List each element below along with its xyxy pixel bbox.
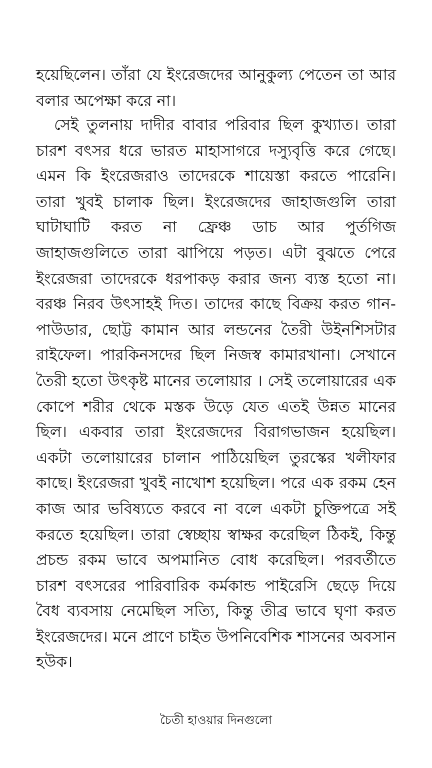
paragraph-1: হয়েছিলেন। তাঁরা যে ইংরেজদের আনুকুল্য পেতেন তা আর বলার অপেক্ষা করে না। [36, 66, 396, 110]
book-title-footer: চৈতী হাওয়ার দিনগুলো [160, 713, 272, 727]
page-text-paragraph-1 [36, 63, 396, 114]
paragraph-2: সেই তুলনায় দাদীর বাবার পরিবার ছিল কুখ্যাত। তারা চারশ বৎসর ধরে ভারত মাহাসাগরে দস্যুবৃত্তি করে গেছে। এমন কি ইংরেজরাও তাদেরকে শায়েস্তা করতে পারেনি। তারা খুবই চালাক ছিল। ইংরেজদের জাহাজগুলি তারা ঘাটাঘাটি করত না ফ্রেঞ্চ ডাচ আর পুর্তগিজ জাহাজগুলিতে তারা ঝাপিয়ে পড়ত। এটা বুঝতে পেরে ইংরেজরা তাদেরকে ধরপাকড় করার জন্য ব্যস্ত হতো না। বরঞ্চ নিরব উৎসাহই দিত। তাদের কাছে বিক্রয় করত গান-পাউডার, ছোট্ট কামান আর লন্ডনের তৈরী উইনশিসটার রাইফেল। পারকিনসদের ছিল নিজস্ব কামারখানা। সেখানে তৈরী হতো উৎকৃষ্ট মানের তলোয়ার । সেই তলোয়ারের এক কোপে শরীর থেকে মস্তক উড়ে যেত এতই উন্নত মানের ছিল। একবার তারা ইংরেজদের বিরাগভাজন হয়েছিল। একটা তলোয়ারের চালান পাঠিয়েছিল তুরস্কের খলীফার কাছে। ইংরেজরা খুবই নাখোশ হয়েছিল। পরে এক রকম হেন কাজ আর ভবিষ্যতে করবে না বলে একটা চুক্তিপত্রে সই করতে হয়েছিল। তারা স্বেচ্ছায় স্বাক্ষর করেছিল ঠিকই, কিন্তু প্রচন্ড রকম ভাবে অপমানিত বোধ করেছিল। পরবর্তীতে চারশ বৎসরের পারিবারিক কর্মকান্ড পাইরেসি ছেড়ে দিয়ে বৈধ ব্যবসায় নেমেছিল সত্যি, কিন্তু তীব্র ভাবে ঘৃণা করত ইংরেজদের। মনে প্রাণে চাইত উপনিবেশিক শাসনের অবসান হউক। [36, 116, 396, 672]
page-text-paragraph-2 [36, 113, 396, 676]
